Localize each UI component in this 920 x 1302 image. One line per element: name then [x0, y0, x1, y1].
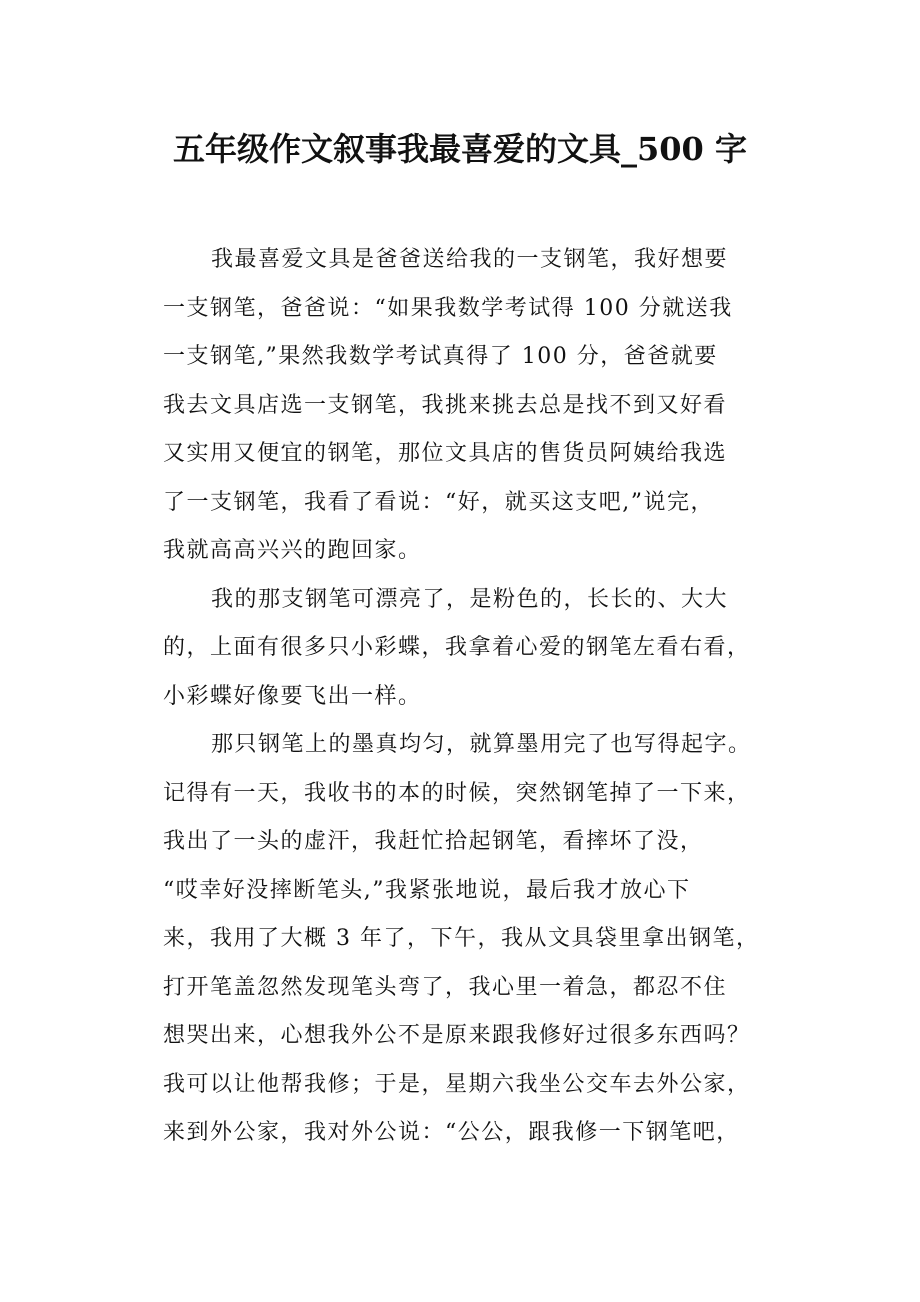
document-body — [163, 236, 763, 1158]
paragraph-line: 了一支钢笔，我看了看说：“好，就买这支吧,”说完， — [163, 489, 714, 515]
paragraph-line: 来到外公家，我对外公说：“公公，跟我修一下钢笔吧， — [163, 1120, 740, 1145]
paragraph-line: 我出了一头的虚汗，我赶忙拾起钢笔，看摔坏了没， — [163, 829, 704, 854]
paragraph-line: 我就高高兴兴的跑回家。 — [163, 538, 422, 563]
paragraph-line: 又实用又便宜的钢笔，那位文具店的售货员阿姨给我选 — [163, 441, 728, 466]
paragraph-line: 想哭出来，心想我外公不是原来跟我修好过很多东西吗？ — [163, 1023, 751, 1048]
paragraph-line: 那只钢笔上的墨真均匀，就算墨用完了也写得起字。 — [211, 732, 752, 757]
document-title: 五年级作文叙事我最喜爱的文具_500 字 — [173, 130, 747, 168]
paragraph-line: 我可以让他帮我修；于是，星期六我坐公交车去外公家， — [163, 1071, 751, 1097]
paragraph-line: “哎幸好没摔断笔头,”我紧张地说，最后我才放心下 — [163, 877, 691, 903]
paragraph-line: 的，上面有很多只小彩蝶，我拿着心爱的钢笔左看右看， — [163, 635, 751, 660]
paragraph-line: 一支钢笔,”果然我数学考试真得了 100 分，爸爸就要 — [163, 344, 718, 369]
paragraph-line: 一支钢笔，爸爸说：“如果我数学考试得 100 分就送我 — [163, 295, 733, 321]
paragraph-line: 记得有一天，我收书的本的时候，突然钢笔掉了一下来， — [163, 780, 751, 806]
paragraph-line: 我的那支钢笔可漂亮了，是粉色的，长长的、大大 — [211, 586, 729, 612]
paragraph-line: 打开笔盖忽然发现笔头弯了，我心里一着急，都忍不住 — [163, 974, 728, 1000]
paragraph-line: 来，我用了大概 3 年了，下午，我从文具袋里拿出钢笔， — [163, 926, 760, 951]
paragraph-line: 小彩蝶好像要飞出一样。 — [163, 683, 422, 709]
paragraph-line: 我最喜爱文具是爸爸送给我的一支钢笔，我好想要 — [211, 247, 729, 272]
paragraph-line: 我去文具店选一支钢笔，我挑来挑去总是找不到又好看 — [163, 392, 728, 418]
